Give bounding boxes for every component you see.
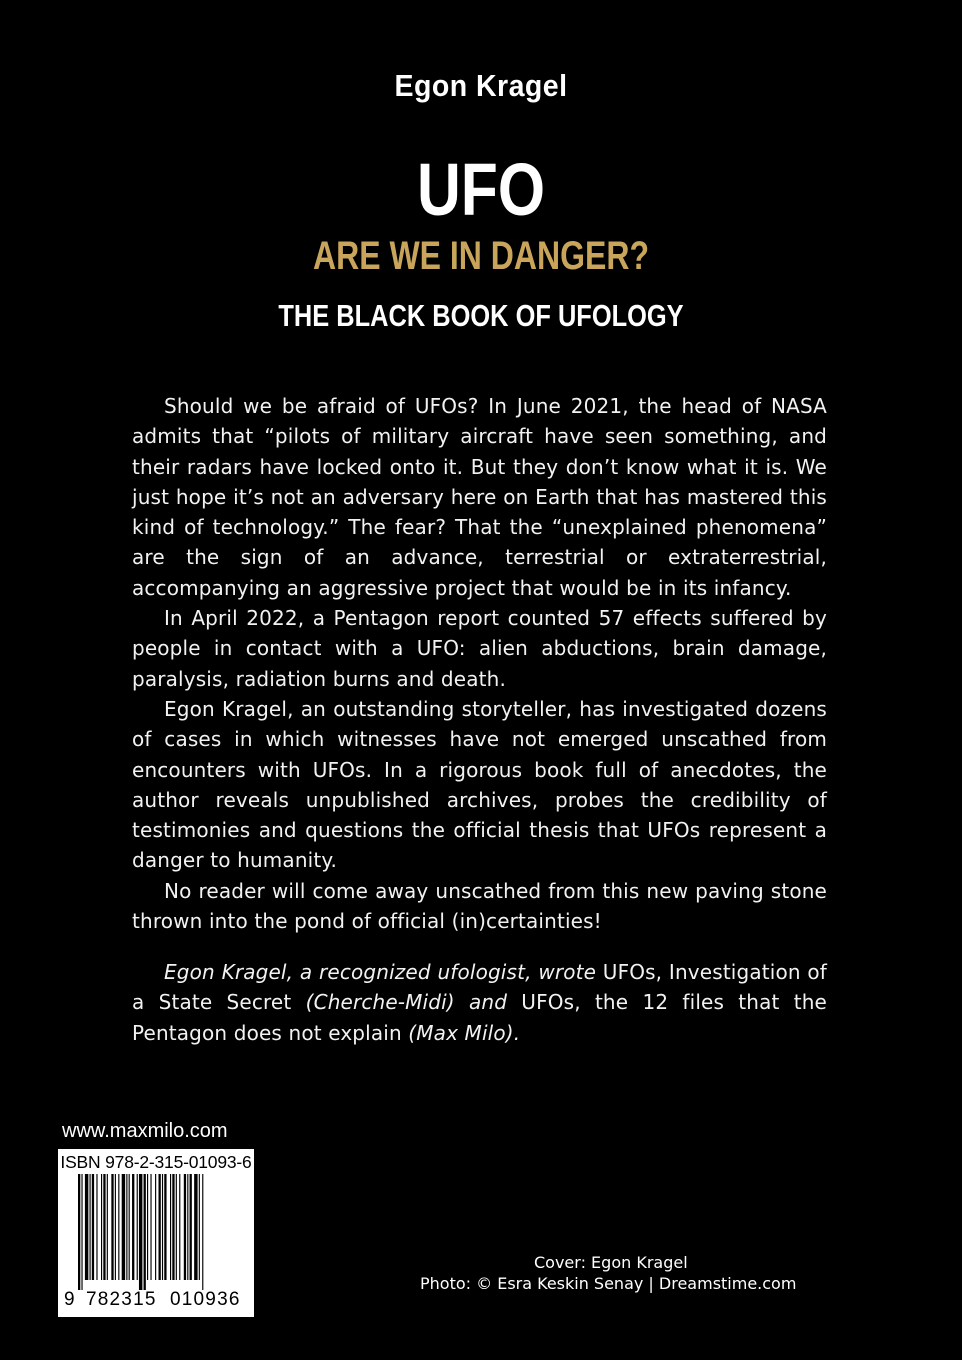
author-name: Egon Kragel: [394, 68, 568, 103]
blurb-paragraph: In April 2022, a Pentagon report counted 57 effects suffered by people in contact with a UFO: alien abductions, brain damage, paralysis, radiation burns and death.: [132, 606, 827, 691]
book-subtitle: ARE WE IN DANGER?: [313, 234, 649, 278]
barcode-bar: [137, 1174, 138, 1280]
barcode-bar: [101, 1174, 102, 1280]
barcode-bar: [159, 1174, 161, 1280]
barcode-bar: [90, 1174, 91, 1280]
barcode-bar: [194, 1174, 197, 1280]
blurb: [132, 391, 827, 936]
barcode-bar: [202, 1174, 203, 1290]
barcode-bar: [126, 1174, 127, 1280]
bio-text: , a recognized ufologist, wrote: [286, 960, 603, 984]
barcode-bar: [111, 1174, 113, 1280]
barcode-bar: [179, 1174, 180, 1280]
barcode-bar: [199, 1174, 200, 1280]
barcode-bar: [172, 1174, 174, 1280]
barcode-bar: [147, 1174, 148, 1280]
barcode-bar: [170, 1174, 171, 1280]
blurb-paragraph: Egon Kragel, an outstanding storyteller, has investigated dozens of cases in which witnesses have not emerged unscathed from encounters with UFOs. In a rigorous book full of anecdotes, the author reveals unpublished archives, probes the credibility of testimonies and questions the official thesis that UFOs represent a danger to humanity.: [132, 696, 827, 873]
barcode-bar: [184, 1174, 186, 1280]
barcode-bar: [118, 1174, 119, 1280]
barcode-bar: [144, 1174, 146, 1290]
barcode-bar: [187, 1174, 188, 1280]
blurb-paragraph: Should we be afraid of UFOs? In June 2021, the head of NASA admits that “pilots of military aircraft have seen something, and their radars have locked onto it. But they don’t know what it is. We just hope it’s not an adversary here on Earth that has mastered this kind of technology.” The fear? That the “unexplained phenomena” are the sign of an advance, terrestrial or extraterrestrial, accompanying an aggressive project that would be in its infancy.: [132, 394, 827, 600]
barcode-digit-first: 9: [64, 1289, 75, 1310]
bio-book-2: UFOs, the 12 files that the Pentagon does not explain: [132, 990, 828, 1045]
barcode-bar: [132, 1174, 134, 1280]
photo-credit: Photo: © Esra Keskin Senay | Dreamstime.com: [420, 1274, 797, 1293]
barcode-bar: [81, 1174, 82, 1290]
barcode-bar: [92, 1174, 94, 1280]
book-title: UFO: [416, 148, 546, 231]
barcode-bar: [190, 1174, 192, 1280]
barcode-bar: [96, 1174, 97, 1280]
barcode-icon: [78, 1174, 248, 1290]
bio-author-name: Egon Kragel: [164, 960, 287, 984]
barcode-bar: [155, 1174, 156, 1280]
barcode-bar: [129, 1174, 130, 1280]
bio-publisher-1: (Cherche-Midi) and: [291, 990, 522, 1015]
bio-book-1: UFOs, Investigation of a State Secret: [132, 960, 827, 1015]
barcode-bar: [115, 1174, 116, 1280]
barcode-bar: [139, 1174, 142, 1290]
bio-publisher-2: (Max Milo).: [401, 1020, 521, 1045]
barcode-bar: [85, 1174, 88, 1280]
barcode-digits-right: 010936: [170, 1289, 241, 1310]
barcode-bar: [122, 1174, 125, 1280]
publisher-website: www.maxmilo.com: [62, 1120, 228, 1142]
barcode-bar: [103, 1174, 105, 1280]
barcode-bar: [176, 1174, 177, 1280]
book-tagline: THE BLACK BOOK OF UFOLOGY: [278, 298, 684, 333]
barcode-bar: [107, 1174, 108, 1280]
barcode-digits-left: 782315: [86, 1289, 157, 1310]
barcode-bar: [162, 1174, 163, 1280]
author-bio: [132, 957, 827, 1048]
barcode-bar: [164, 1174, 166, 1280]
barcode-bar: [78, 1174, 80, 1290]
cover-credit: Cover: Egon Kragel: [534, 1253, 688, 1272]
barcode-bar: [150, 1174, 151, 1280]
blurb-paragraph: No reader will come away unscathed from this new paving stone thrown into the pond of official (in)certainties!: [132, 878, 827, 934]
credits: [420, 1252, 820, 1294]
isbn-label: ISBN 978-2-315-01093-6: [60, 1152, 252, 1172]
